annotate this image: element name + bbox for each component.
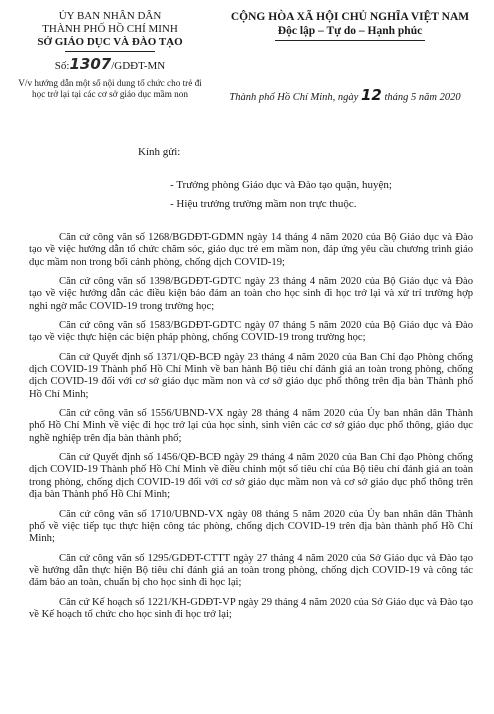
greeting: Kính gửi: [138, 146, 181, 158]
date-suffix: tháng 5 năm 2020 [384, 92, 461, 103]
recipient-item: - Trưởng phòng Giáo dục và Đào tạo quận, huyện; [170, 179, 392, 191]
org-line-1: ỦY BAN NHÂN DÂN [58, 10, 162, 22]
body-paragraph: Căn cứ công văn số 1398/BGDĐT-GDTC ngày 23 tháng 4 năm 2020 của Bộ Giáo dục và Đào tạo về việc hướng dẫn các điều kiện bảo đảm an toàn cho học sinh đi học trở lại và xử trí trường hợp nghi ngờ mắc COVID-19 trong trường học; [29, 276, 473, 312]
document-number [10, 55, 210, 73]
doc-number-handwritten: 1307 [69, 55, 112, 73]
nation-name: CỘNG HÒA XÃ HỘI CHỦ NGHĨA VIỆT NAM [230, 11, 470, 23]
body-paragraph: Căn cứ Kế hoạch số 1221/KH-GDĐT-VP ngày 29 tháng 4 năm 2020 của Sở Giáo dục và Đào tạo về Kế hoạch tổ chức cho học sinh đi học trở lại; [29, 596, 473, 620]
header-left-rule [65, 51, 155, 52]
national-motto: Độc lập – Tự do – Hạnh phúc [277, 25, 423, 37]
date-line [200, 86, 490, 104]
header-right-rule [275, 40, 425, 41]
body-paragraph: Căn cứ Quyết định số 1371/QĐ-BCĐ ngày 23 tháng 4 năm 2020 của Ban Chỉ đạo Phòng chống dịch COVID-19 Thành phố Hồ Chí Minh về ban hành Bộ tiêu chí đánh giá an toàn trong phòng, chống dịch COVID-19 đối với cơ sở giáo dục mầm non và cơ sở giáo dục phổ thông trên địa bàn Thành phố Hồ Chí Minh; [29, 351, 473, 400]
doc-number-prefix: Số: [54, 60, 70, 72]
national-header-block [210, 10, 490, 41]
body-paragraph: Căn cứ Quyết định số 1456/QĐ-BCĐ ngày 29 tháng 4 năm 2020 của Ban Chỉ đạo Phòng chống dịch COVID-19 Thành phố Hồ Chí Minh về điều chỉnh một số tiêu chí của Bộ tiêu chí đánh giá an toàn trong phòng, chống dịch COVID-19 đối với cơ sở giáo dục mầm non và cơ sở giáo dục phổ thông trên địa bàn Thành phố Hồ Chí Minh; [29, 452, 473, 501]
org-line-2: THÀNH PHỐ HỒ CHÍ MINH [42, 23, 178, 35]
body-paragraph: Căn cứ công văn số 1295/GDĐT-CTTT ngày 27 tháng 4 năm 2020 của Sở Giáo dục và Đào tạo về hướng dẫn thực hiện Bộ tiêu chí đánh giá an toàn trong phòng, chống dịch COVID-19 và công tác đảm bảo an toàn, chuẩn bị cho học sinh đi học lại; [29, 552, 473, 589]
body-paragraph: Căn cứ công văn số 1268/BGDĐT-GDMN ngày 14 tháng 4 năm 2020 của Bộ Giáo dục và Đào tạo về việc hướng dẫn tổ chức chăm sóc, giáo dục trẻ em mầm non, đáp ứng yêu cầu chương trình giáo dục mầm non trong bối cảnh phòng, chống dịch COVID-19; [29, 232, 473, 268]
date-prefix: Thành phố Hồ Chí Minh, ngày [229, 92, 359, 103]
document-body [29, 232, 473, 628]
date-day-handwritten: 12 [360, 86, 382, 104]
department-name: SỞ GIÁO DỤC VÀ ĐÀO TẠO [37, 36, 183, 48]
issuing-authority-block [10, 10, 210, 100]
document-subject: V/v hướng dẫn một số nội dung tổ chức cho trẻ đi học trở lại tại các cơ sở giáo dục mầm non [18, 78, 202, 99]
body-paragraph: Căn cứ công văn số 1583/BGDĐT-GDTC ngày 07 tháng 5 năm 2020 của Bộ Giáo dục và Đào tạo về việc thực hiện các biện pháp phòng, chống COVID-19 trong trường học; [29, 320, 473, 344]
body-paragraph: Căn cứ công văn số 1710/UBND-VX ngày 08 tháng 5 năm 2020 của Ủy ban nhân dân Thành phố về việc tiếp tục thực hiện công tác phòng, chống dịch COVID-19 trên địa bàn thành phố Hồ Chí Minh; [29, 508, 473, 545]
body-paragraph: Căn cứ công văn số 1556/UBND-VX ngày 28 tháng 4 năm 2020 của Ủy ban nhân dân Thành phố Hồ Chí Minh về việc đi học trở lại của học sinh, sinh viên các cơ sở giáo dục phổ thông, giáo dục nghề nghiệp trên địa bàn thành phố; [29, 408, 473, 444]
recipient-item: - Hiệu trưởng trường mầm non trực thuộc. [170, 198, 357, 210]
doc-number-suffix: /GDĐT-MN [111, 60, 166, 72]
